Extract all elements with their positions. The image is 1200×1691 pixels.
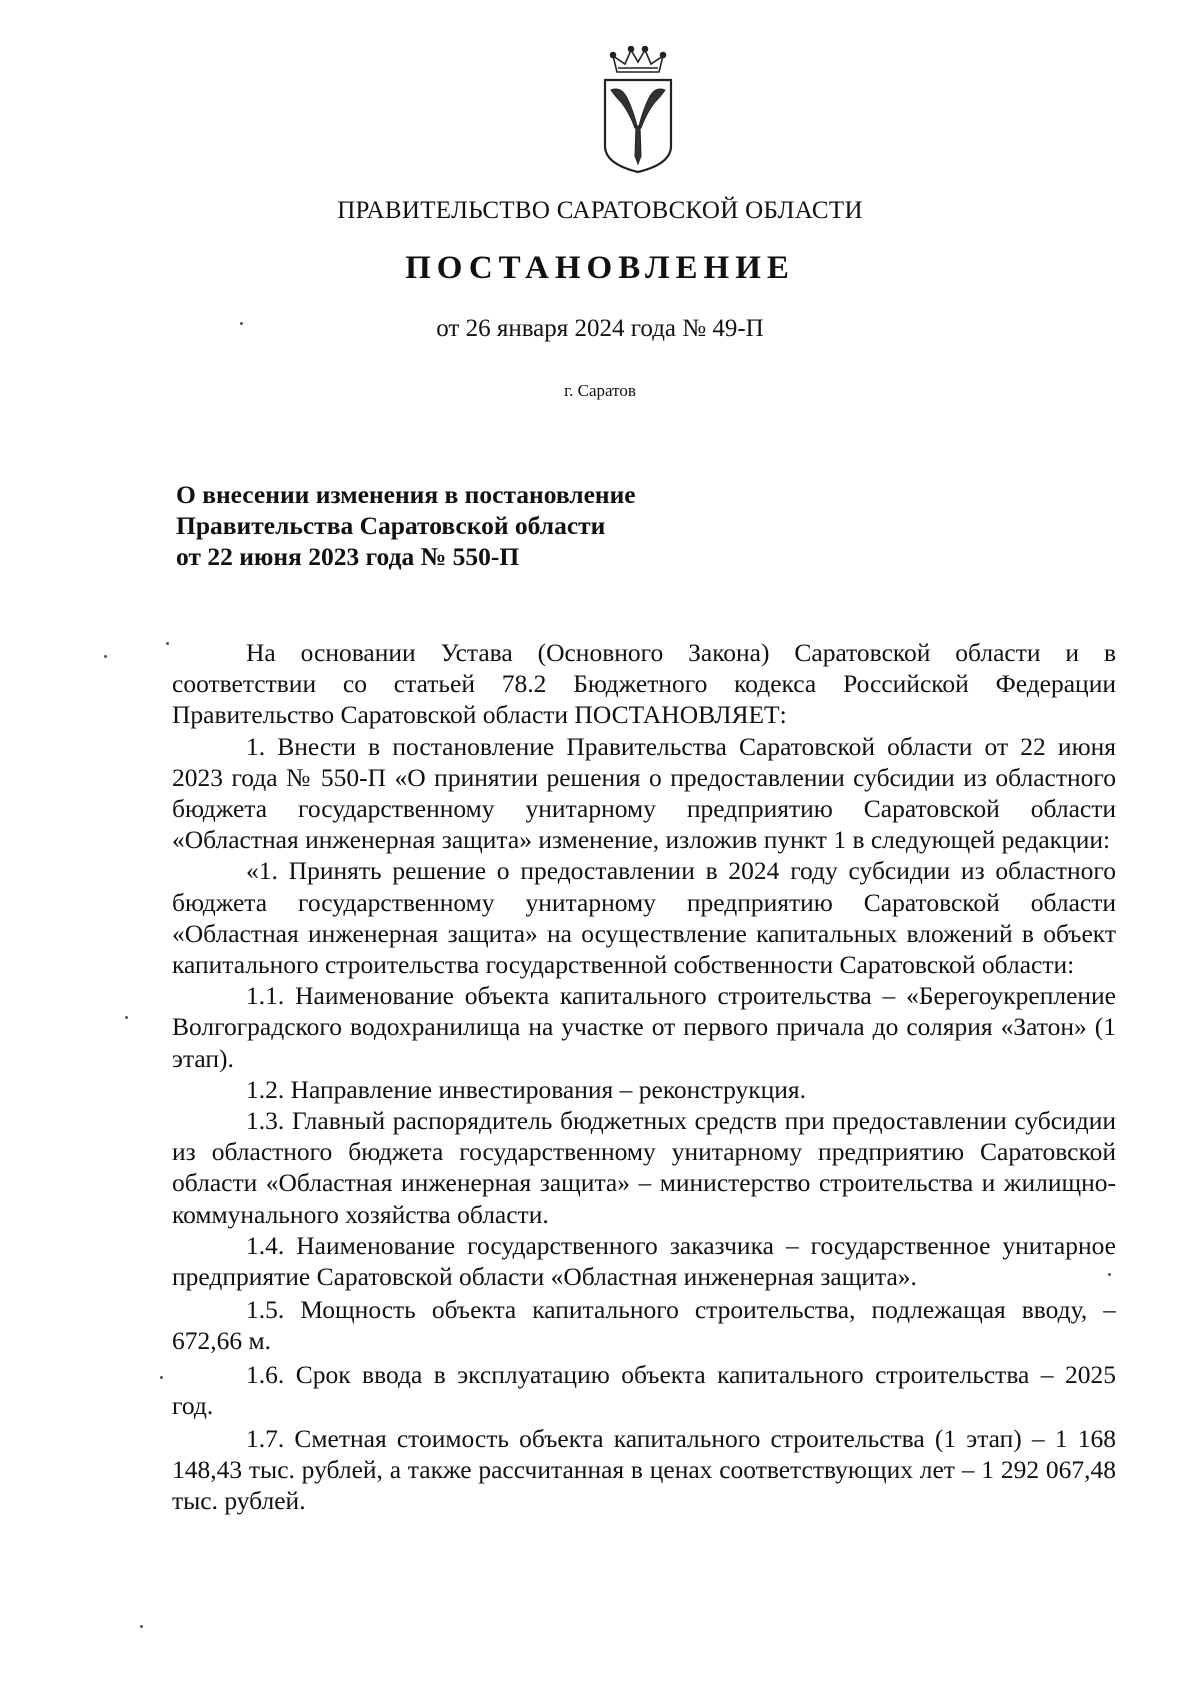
body-paragraph: 1.2. Направление инвестирования – реконструкция. (246, 1074, 807, 1104)
body-paragraph: «1. Принять решение о предоставлении в 2024 году субсидии из областного бюджета государственному унитарному предприятию Саратовской области «Областная инженерная защита» на осуществление капитальных вложений в объект капитального строительства государственной собственности Саратовской области: (172, 856, 1116, 980)
scan-speck (104, 655, 107, 658)
subject-line: О внесении изменения в постановление (176, 480, 636, 509)
scan-speck (125, 1016, 128, 1019)
body-paragraph: 1.3. Главный распорядитель бюджетных средств при предоставлении субсидии из областного бюджета государственному унитарному предприятию Саратовской области «Областная инженерная защита» – министерство строительства и жилищно-коммунального хозяйства области. (172, 1106, 1116, 1229)
document-city: г. Саратов (564, 381, 636, 400)
scan-speck (240, 322, 243, 325)
subject-line: от 22 июня 2023 года № 550-П (176, 542, 520, 571)
scan-speck (140, 1625, 143, 1628)
subject-line: Правительства Саратовской области (176, 511, 606, 540)
document-date-number: от 26 января 2024 года № 49-П (436, 315, 764, 342)
document-body (172, 637, 1116, 1517)
coat-of-arms-emblem (597, 46, 679, 176)
document-type: ПОСТАНОВЛЕНИЕ (405, 250, 795, 286)
body-paragraph: 1. Внести в постановление Правительства Саратовской области от 22 июня 2023 года № 550-П «О принятии решения о предоставлении субсидии из областного бюджета государственному унитарному предприятию Саратовской области «Областная инженерная защита» изменение, изложив пункт 1 в следующей редакции: (172, 731, 1116, 855)
body-paragraph: 1.1. Наименование объекта капитального строительства – «Берегоукрепление Волгоградского водохранилища на участке от первого причала до солярия «Затон» (1 этап). (172, 981, 1116, 1073)
scan-speck (160, 1376, 163, 1379)
organization-name: ПРАВИТЕЛЬСТВО САРАТОВСКОЙ ОБЛАСТИ (337, 197, 863, 224)
document-subject (176, 479, 736, 572)
body-paragraph: 1.5. Мощность объекта капитального строительства, подлежащая вводу, – 672,66 м. (172, 1295, 1116, 1356)
body-paragraph: 1.4. Наименование государственного заказчика – государственное унитарное предприятие Саратовской области «Областная инженерная защита». (172, 1230, 1116, 1292)
body-paragraph: 1.6. Срок ввода в эксплуатацию объекта капитального строительства – 2025 год. (172, 1359, 1116, 1420)
scan-speck (166, 642, 169, 645)
scan-speck (1108, 1273, 1111, 1276)
body-paragraph: 1.7. Сметная стоимость объекта капитального строительства (1 этап) – 1 168 148,43 тыс. рублей, а также рассчитанная в ценах соответствующих лет – 1 292 067,48 тыс. рублей. (172, 1424, 1116, 1516)
body-paragraph: На основании Устава (Основного Закона) Саратовской области и в соответствии со статьей 78.2 Бюджетного кодекса Российской Федерации Правительство Саратовской области ПОСТАНОВЛЯЕТ: (172, 638, 1116, 730)
